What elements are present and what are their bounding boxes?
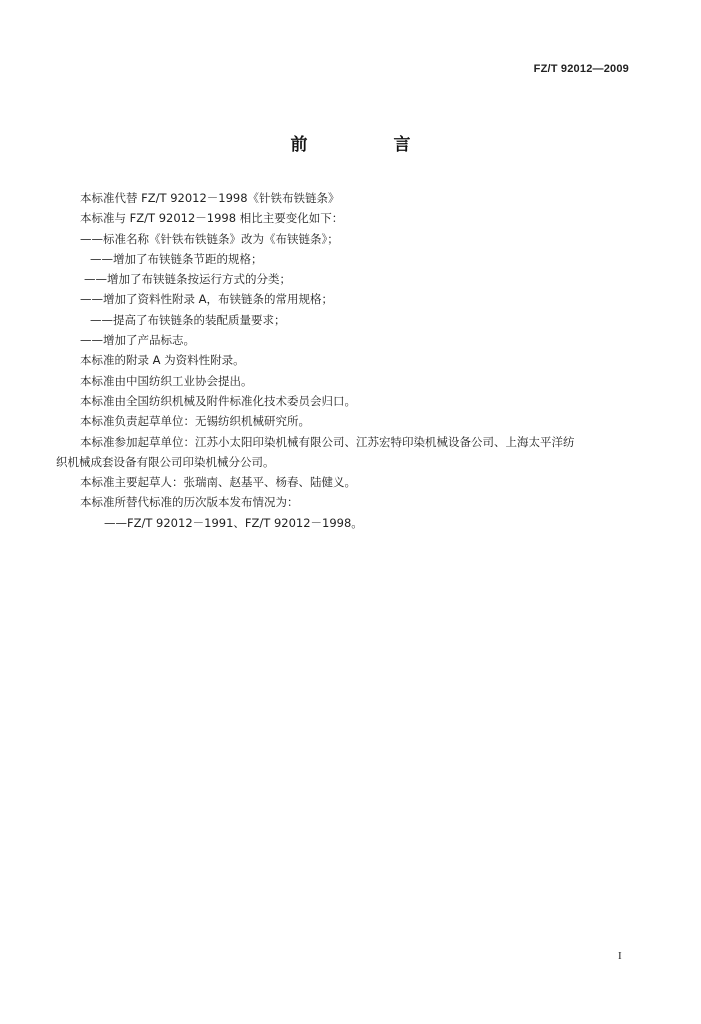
paragraph-line: 织机械成套设备有限公司印染机械分公司。	[56, 454, 275, 469]
page-number: I	[618, 950, 622, 962]
paragraph-line: 本标准代替 FZ/T 92012－1998《针铁布铁链条》	[80, 191, 340, 205]
list-item: ——FZ/T 92012－1991、FZ/T 92012－1998。	[104, 515, 363, 530]
paragraph-line: 本标准的附录 A 为资料性附录。	[80, 353, 245, 368]
paragraph-line: 本标准与 FZ/T 92012－1998 相比主要变化如下：	[80, 211, 344, 226]
standard-code: FZ/T 92012—2009	[533, 63, 629, 75]
page-title: 前 言	[290, 135, 451, 155]
list-item: ——标准名称《针铁布铁链条》改为《布铗链条》；	[80, 231, 339, 246]
list-item: ——增加了布铗链条按运行方式的分类；	[84, 272, 291, 287]
paragraph-line: 本标准所替代标准的历次版本发布情况为：	[80, 495, 299, 510]
list-item: ——增加了布铗链条节距的规格；	[90, 251, 263, 266]
list-item: ——增加了资料性附录 A，布铗链条的常用规格；	[80, 292, 334, 307]
list-item: ——增加了产品标志。	[80, 333, 195, 348]
foreword-body	[56, 188, 656, 533]
paragraph-line: 本标准由全国纺织机械及附件标准化技术委员会归口。	[80, 393, 356, 408]
paragraph-line: 本标准主要起草人：张瑞南、赵基平、杨春、陆健义。	[80, 475, 356, 490]
paragraph-line: 本标准由中国纺织工业协会提出。	[80, 373, 253, 388]
list-item: ——提高了布铗链条的装配质量要求；	[90, 312, 286, 327]
paragraph-line: 本标准参加起草单位：江苏小太阳印染机械有限公司、江苏宏特印染机械设备公司、上海太平洋纺	[80, 434, 575, 449]
paragraph-line: 本标准负责起草单位：无锡纺织机械研究所。	[80, 414, 310, 429]
